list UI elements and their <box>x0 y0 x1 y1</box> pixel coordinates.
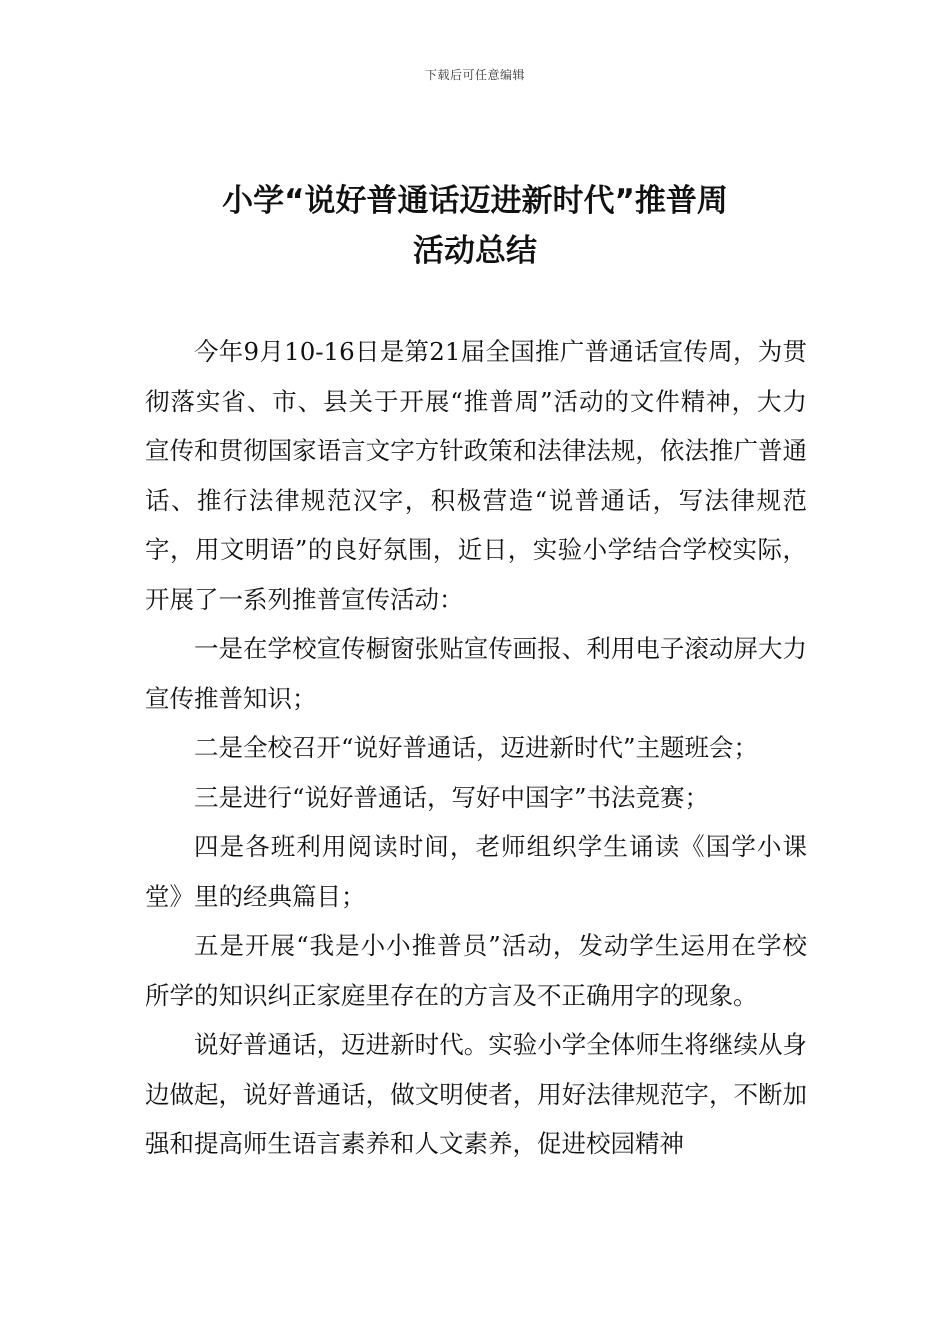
paragraph-intro: 今年9月10-16日是第21届全国推广普通话宣传周，为贯彻落实省、市、县关于开展“推普周”活动的文件精神，大力宣传和贯彻国家语言文字方针政策和法律法规，依法推广普通话、推行法律规范汉字，积极营造“说普通话，写法律规范字，用文明语”的良好氛围，近日，实验小学结合学校实际，开展了一系列推普宣传活动： <box>145 337 807 614</box>
document-body <box>145 327 807 1169</box>
paragraph-item-4: 四是各班利用阅读时间，老师组织学生诵读《国学小课堂》里的经典篇目； <box>145 832 807 911</box>
paragraph-item-5: 五是开展“我是小小推普员”活动，发动学生运用在学校所学的知识纠正家庭里存在的方言及不正确用字的现象。 <box>145 931 807 1010</box>
paragraph-conclusion: 说好普通话，迈进新时代。实验小学全体师生将继续从身边做起，说好普通话，做文明使者，用好法律规范字，不断加强和提高师生语言素养和人文素养，促进校园精神 <box>145 1030 807 1158</box>
paragraph-item-3: 三是进行“说好普通话，写好中国字”书法竞赛； <box>194 782 710 812</box>
paragraph-item-2: 二是全校召开“说好普通话，迈进新时代”主题班会； <box>194 733 759 762</box>
title-line-2: 活动总结 <box>413 233 537 269</box>
title-line-1: 小学“说好普通话迈进新时代”推普周 <box>222 183 728 219</box>
paragraph-item-1: 一是在学校宣传橱窗张贴宣传画报、利用电子滚动屏大力宣传推普知识； <box>145 634 807 713</box>
document-title <box>120 176 830 276</box>
header-note: 下载后可任意编辑 <box>424 68 525 82</box>
